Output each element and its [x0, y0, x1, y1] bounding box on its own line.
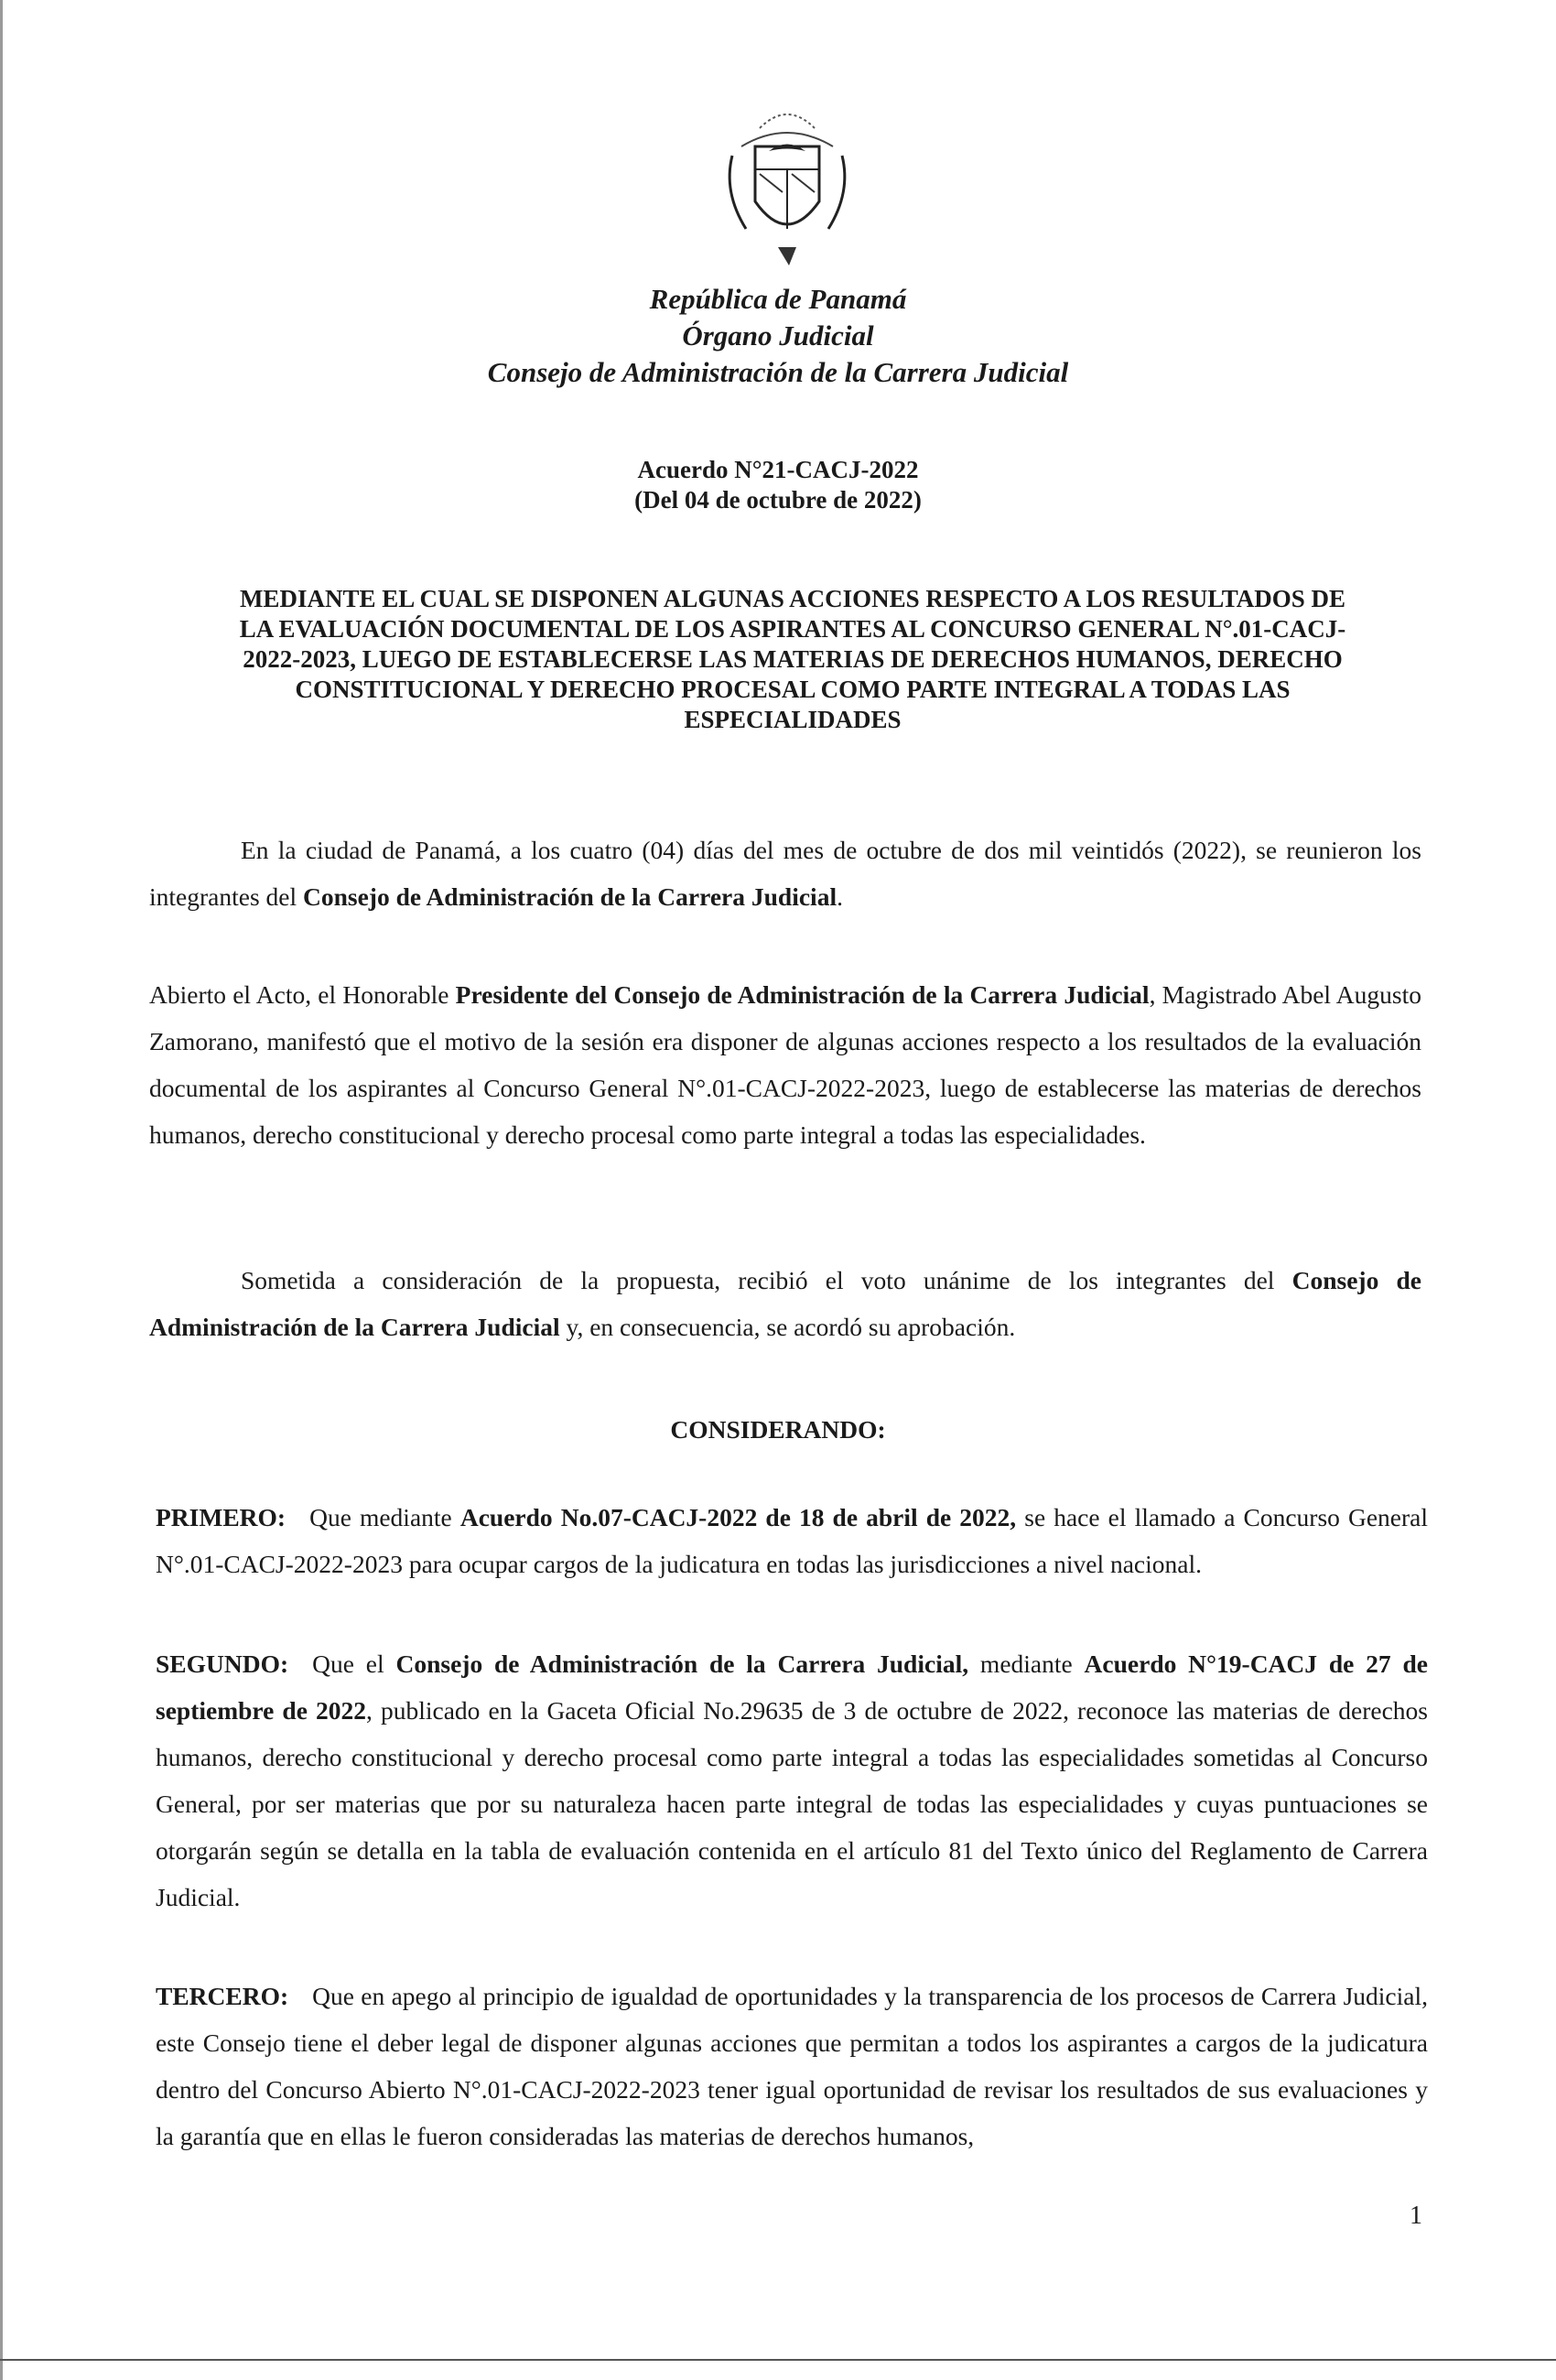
agreement-title: [156, 584, 1430, 735]
scan-bottom-edge: [0, 2359, 1556, 2361]
agreement-number: Acuerdo N°21-CACJ-2022: [637, 456, 919, 483]
paragraph-vote: Sometida a consideración de la propuesta, recibió el voto unánime de los integrantes del Consejo de Administración de la Carrera Judicial y, en consecuencia, se acordó su aprobación.: [149, 1266, 1421, 1341]
title-line: 2022-2023, LUEGO DE ESTABLECERSE LAS MATERIAS DE DERECHOS HUMANOS, DERECHO: [243, 645, 1343, 673]
agreement-heading: [0, 455, 1556, 515]
coat-of-arms-emblem: [705, 92, 870, 284]
page-number: 1: [1410, 2202, 1422, 2230]
clause-segundo: SEGUNDO: Que el Consejo de Administración de la Carrera Judicial, mediante Acuerdo N°19-CACJ de 27 de septiembre de 2022, publicado en la Gaceta Oficial No.29635 de 3 de octubre de 2022, reconoce las materias de derechos humanos, derecho constitucional y derecho procesal como parte integral a todas las especialidades sometidas al Concurso General, por ser materias que por su naturaleza hacen parte integral de todas las especialidades y cuyas puntuaciones se otorgarán según se detalla en la tabla de evaluación contenida en el artículo 81 del Texto único del Reglamento de Carrera Judicial.: [156, 1650, 1429, 1911]
title-line: CONSTITUCIONAL Y DERECHO PROCESAL COMO PARTE INTEGRAL A TODAS LAS: [295, 676, 1291, 703]
header-organ: Órgano Judicial: [682, 319, 874, 352]
clause-tercero: TERCERO: Que en apego al principio de igualdad de oportunidades y la transparencia de los procesos de Carrera Judicial, este Consejo tiene el deber legal de disponer algunas acciones que permitan a todos los aspirantes a cargos de la judicatura dentro del Concurso Abierto N°.01-CACJ-2022-2023 tener igual oportunidad de revisar los resultados de sus evaluaciones y la garantía que en ellas le fueron consideradas las materias de derechos humanos,: [156, 1982, 1428, 2150]
title-line: ESPECIALIDADES: [684, 706, 902, 733]
title-line: LA EVALUACIÓN DOCUMENTAL DE LOS ASPIRANTES AL CONCURSO GENERAL N°.01-CACJ-: [239, 615, 1346, 643]
document-header: [0, 281, 1556, 391]
agreement-date: (Del 04 de octubre de 2022): [634, 486, 922, 514]
section-heading-considerando: CONSIDERANDO:: [670, 1415, 886, 1444]
paragraph-opening: Abierto el Acto, el Honorable Presidente del Consejo de Administración de la Carrera Judicial, Magistrado Abel Augusto Zamorano, manifestó que el motivo de la sesión era disponer de algunas acciones respecto a los resultados de la evaluación documental de los aspirantes al Concurso General N°.01-CACJ-2022-2023, luego de establecerse las materias de derechos humanos, derecho constitucional y derecho procesal como parte integral a todas las especialidades.: [149, 980, 1421, 1149]
clause-primero: PRIMERO: Que mediante Acuerdo No.07-CACJ-2022 de 18 de abril de 2022, se hace el llamado a Concurso General N°.01-CACJ-2022-2023 para ocupar cargos de la judicatura en todas las jurisdicciones a nivel nacional.: [156, 1503, 1428, 1578]
title-line: MEDIANTE EL CUAL SE DISPONEN ALGUNAS ACCIONES RESPECTO A LOS RESULTADOS DE: [239, 585, 1346, 612]
header-council: Consejo de Administración de la Carrera Judicial: [487, 356, 1069, 388]
paragraph-meeting: En la ciudad de Panamá, a los cuatro (04) días del mes de octubre de dos mil veintidós (2022), se reunieron los integrantes del Consejo de Administración de la Carrera Judicial.: [149, 836, 1421, 911]
header-republic: República de Panamá: [649, 283, 907, 315]
